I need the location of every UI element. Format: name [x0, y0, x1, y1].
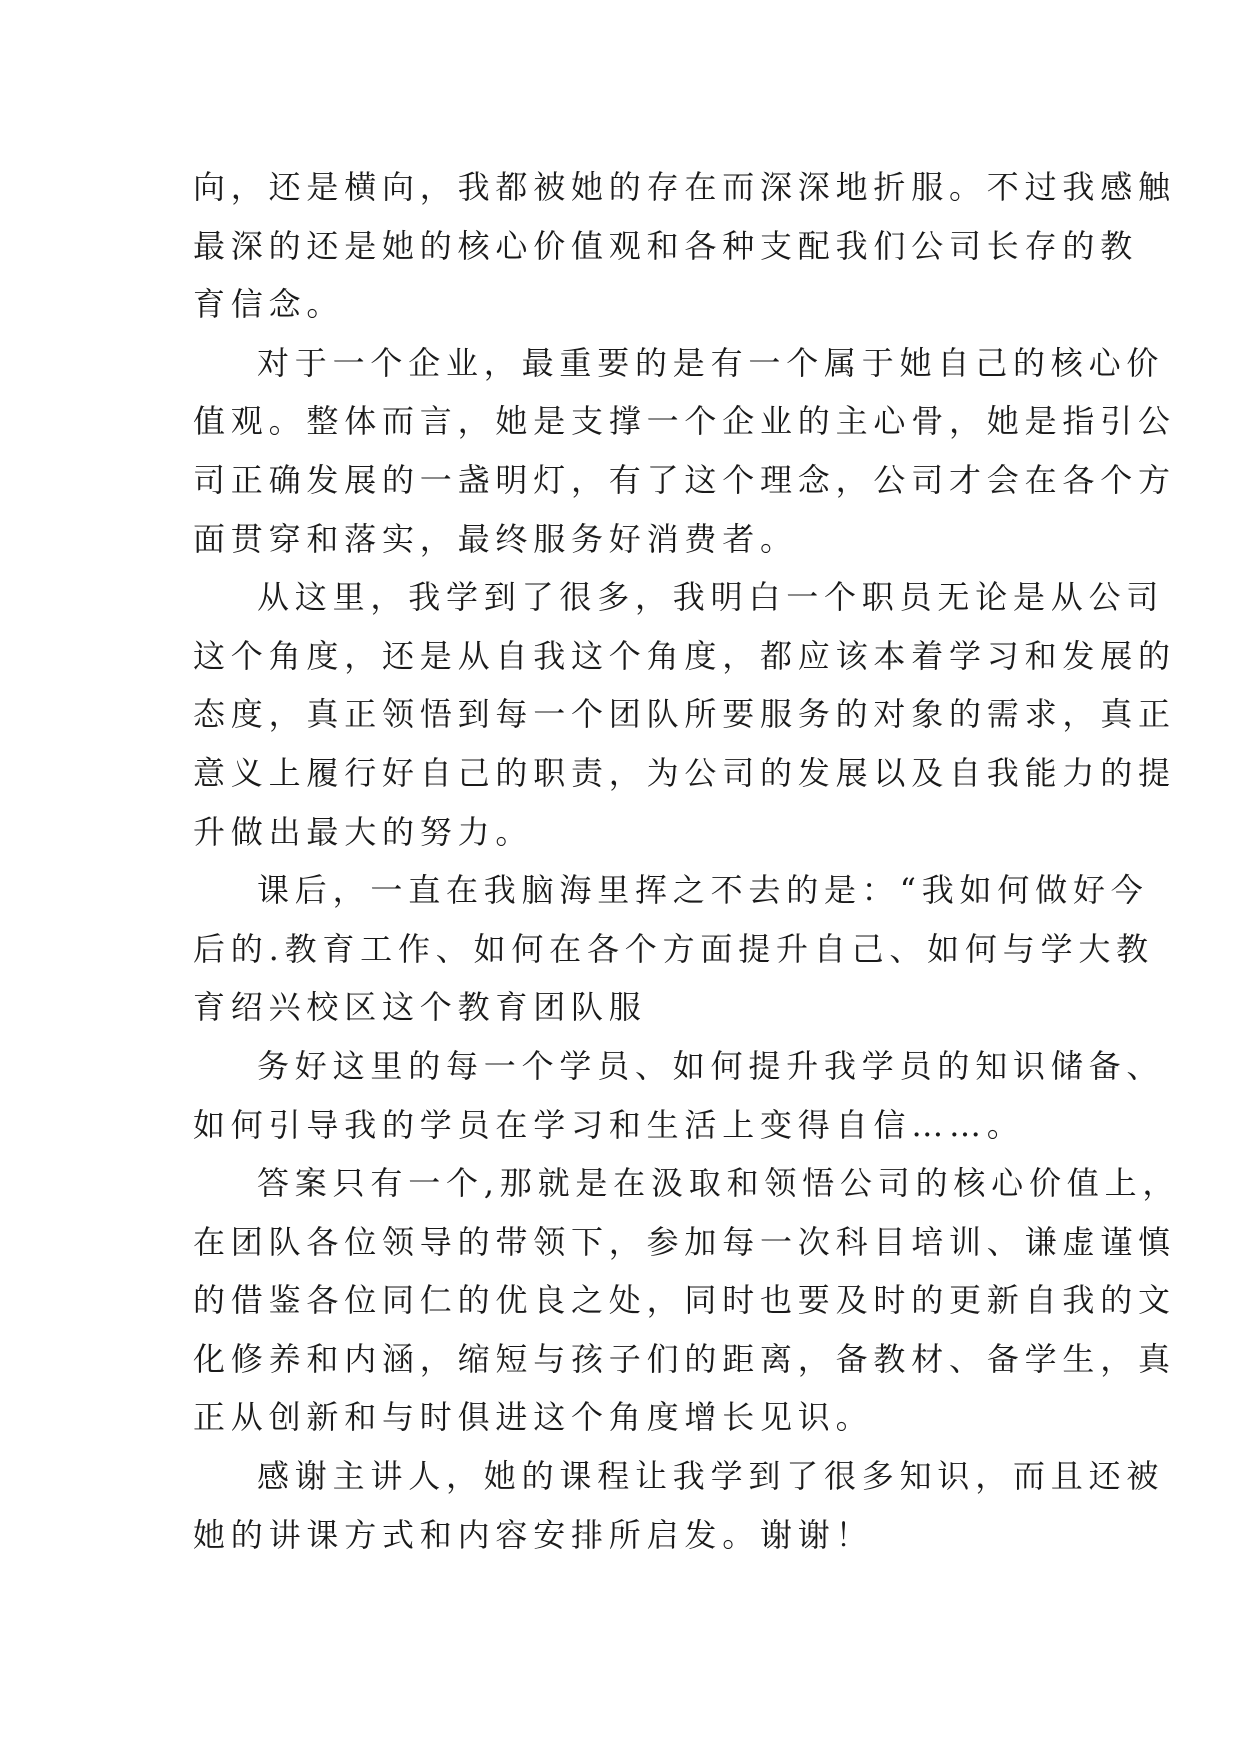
text-line: 在团队各位领导的带领下，参加每一次科目培训、谦虚谨慎 — [193, 1222, 1176, 1261]
text-line: 升做出最大的努力。 — [193, 812, 534, 851]
text-line: 答案只有一个,那就是在汲取和领悟公司的核心价值上， — [257, 1164, 1181, 1203]
document-body — [193, 158, 1181, 1564]
text-line: 对于一个企业，最重要的是有一个属于她自己的核心价 — [257, 343, 1165, 382]
text-line: 如何引导我的学员在学习和生活上变得自信……。 — [193, 1105, 1025, 1144]
text-line: 值观。整体而言，她是支撑一个企业的主心骨，她是指引公 — [193, 402, 1176, 441]
text-line: 正从创新和与时俱进这个角度增长见识。 — [193, 1398, 874, 1437]
text-line: 这个角度，还是从自我这个角度，都应该本着学习和发展的 — [193, 636, 1176, 675]
text-line: 化修养和内涵，缩短与孩子们的距离，备教材、备学生，真 — [193, 1339, 1176, 1378]
text-line: 课后，一直在我脑海里挥之不去的是：“我如何做好今 — [257, 871, 1149, 910]
text-line: 后的.教育工作、如何在各个方面提升自己、如何与学大教 — [193, 929, 1154, 968]
text-line: 司正确发展的一盏明灯，有了这个理念，公司才会在各个方 — [193, 460, 1176, 499]
text-line: 育绍兴校区这个教育团队服 — [193, 988, 647, 1027]
text-line: 态度，真正领悟到每一个团队所要服务的对象的需求，真正 — [193, 695, 1176, 734]
text-line: 她的讲课方式和内容安排所启发。谢谢！ — [193, 1515, 874, 1554]
text-line: 感谢主讲人，她的课程让我学到了很多知识，而且还被 — [257, 1457, 1165, 1496]
text-line: 务好这里的每一个学员、如何提升我学员的知识储备、 — [257, 1046, 1165, 1085]
text-line: 的借鉴各位同仁的优良之处，同时也要及时的更新自我的文 — [193, 1281, 1176, 1320]
text-line: 面贯穿和落实，最终服务好消费者。 — [193, 519, 798, 558]
text-line: 向，还是横向，我都被她的存在而深深地折服。不过我感触 — [193, 168, 1176, 206]
text-line: 最深的还是她的核心价值观和各种支配我们公司长存的教 — [193, 226, 1139, 265]
text-line: 从这里，我学到了很多，我明白一个职员无论是从公司 — [257, 578, 1165, 617]
text-line: 意义上履行好自己的职责，为公司的发展以及自我能力的提 — [193, 753, 1176, 792]
text-line: 育信念。 — [193, 285, 345, 324]
